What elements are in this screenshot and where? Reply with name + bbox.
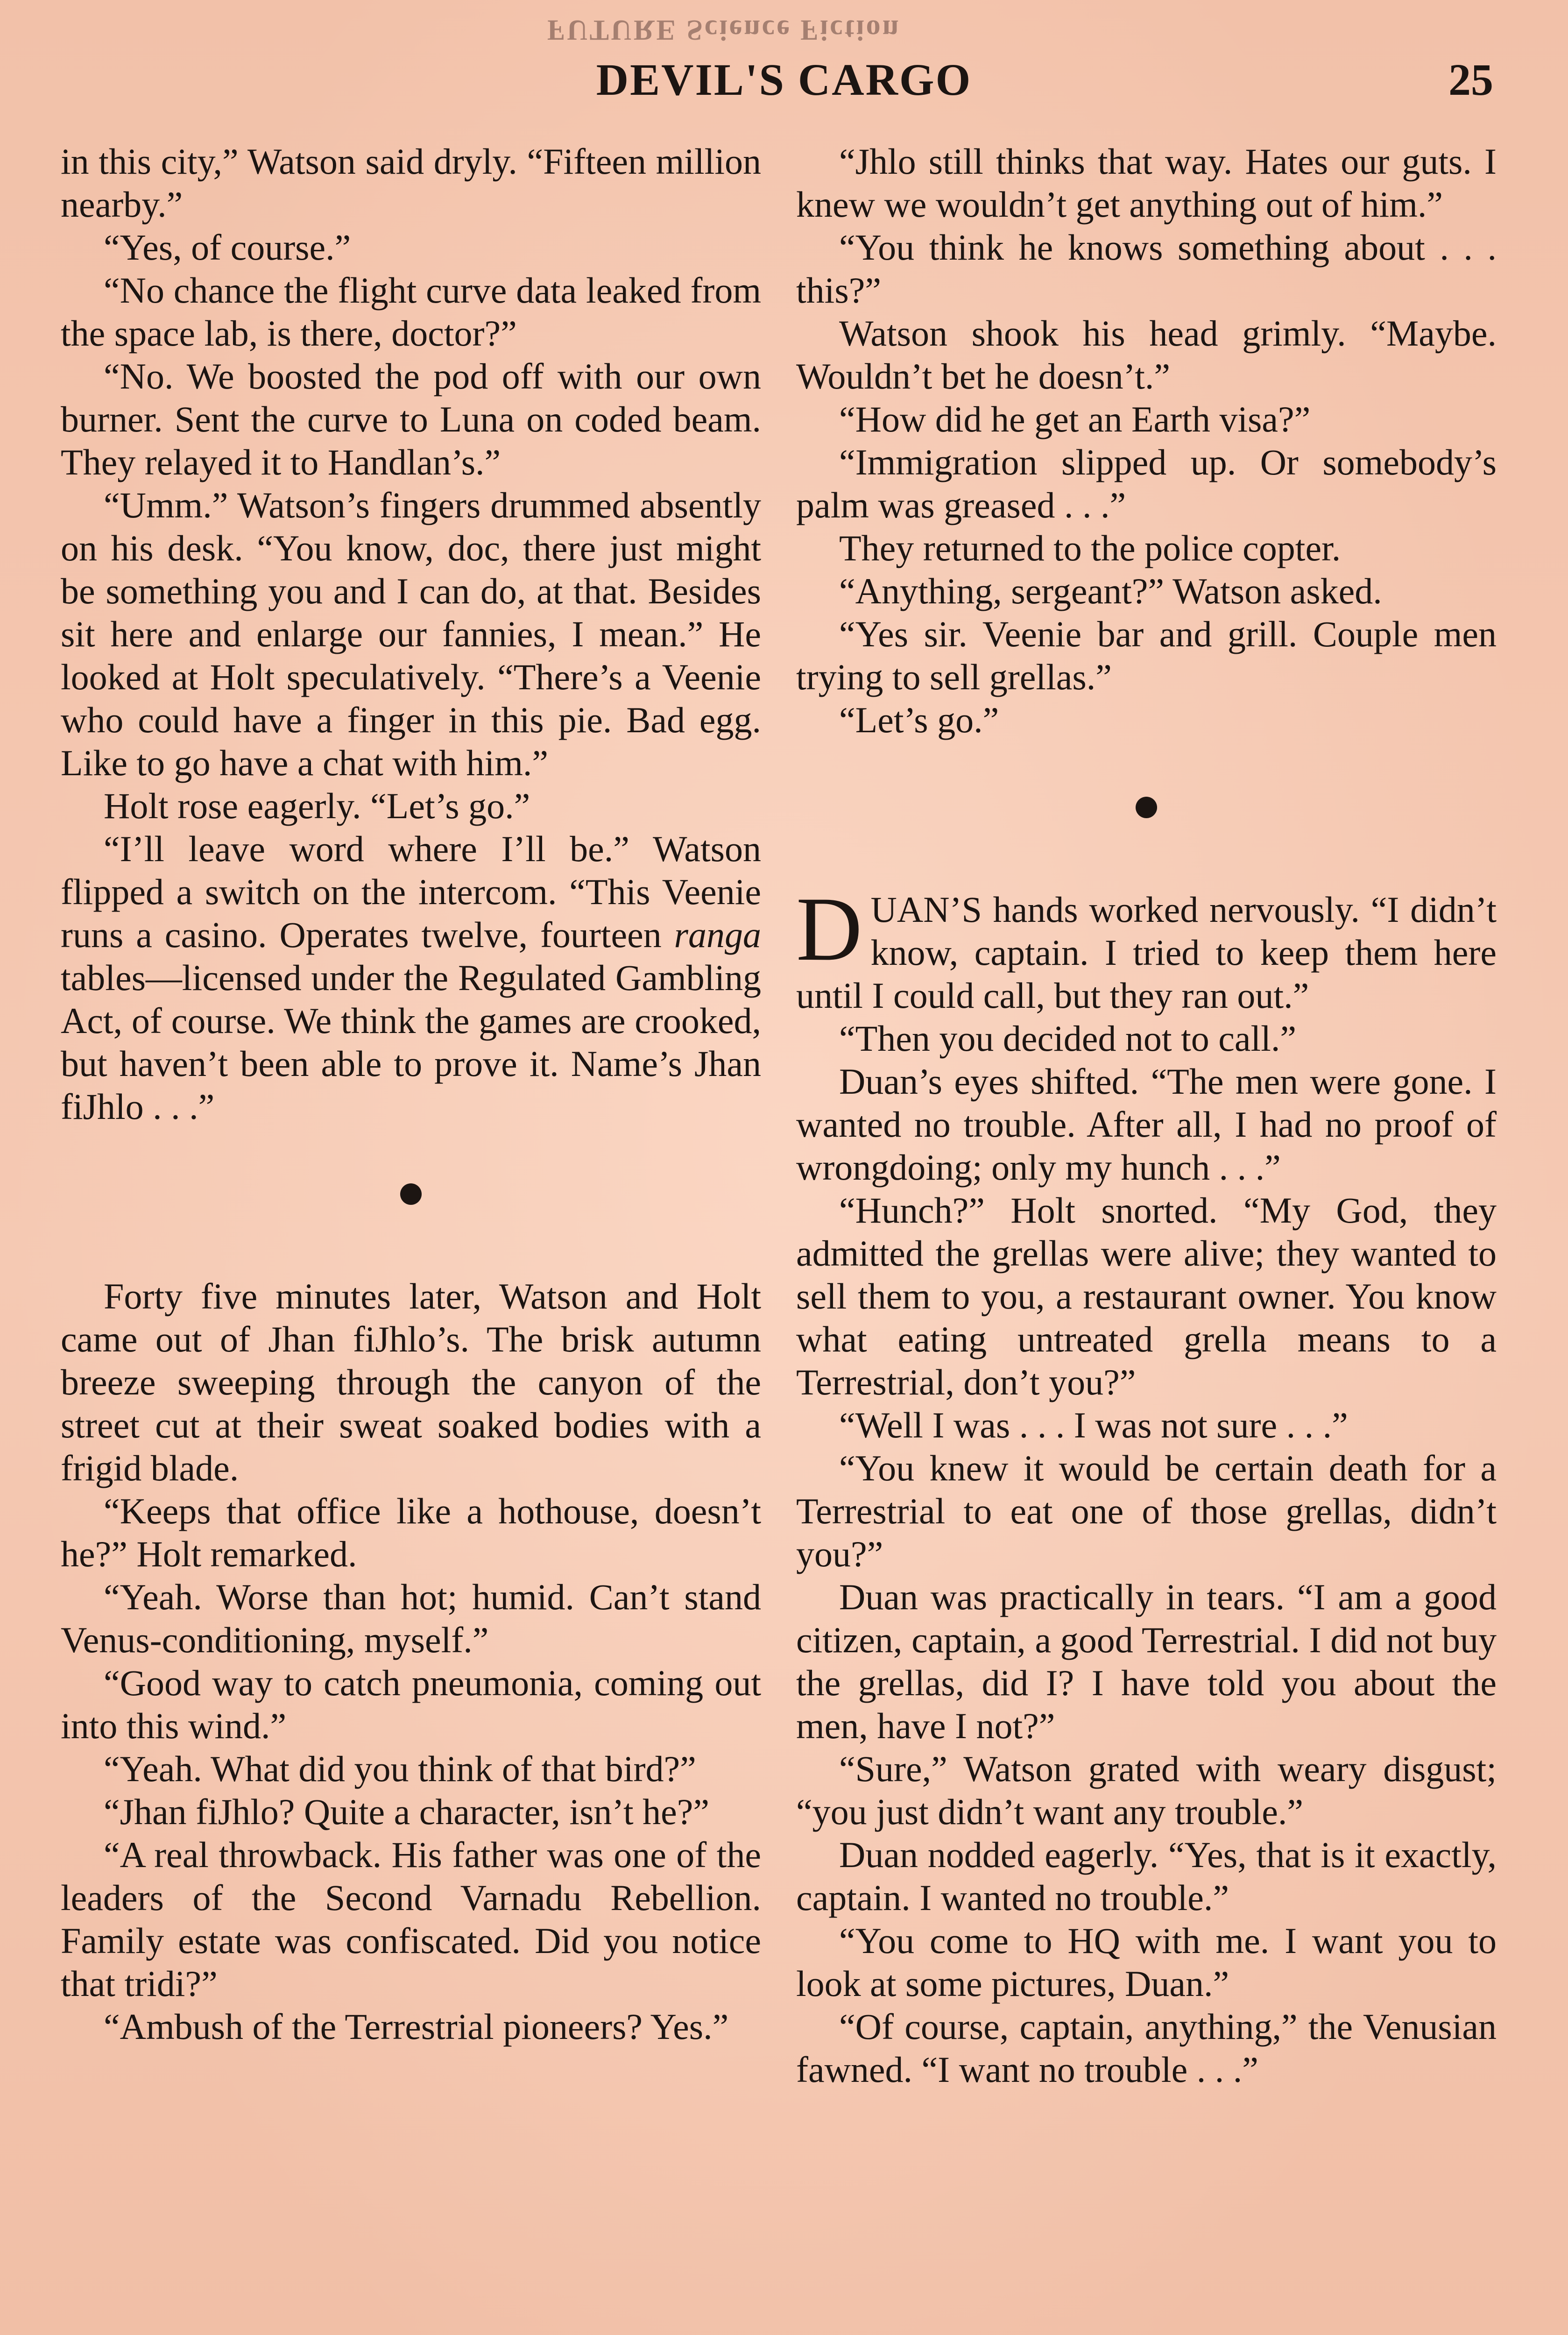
paragraph: “Sure,” Watson grated with weary disgust; “you just didn’t want any trouble.” — [796, 1748, 1497, 1832]
paragraph: “Immigration slipped up. Or somebody’s palm was greased . . .” — [796, 442, 1497, 525]
paragraph: in this city,” Watson said dryly. “Fifteen million nearby.” — [61, 141, 761, 225]
paragraph — [61, 828, 761, 1128]
paragraph: “Yeah. What did you think of that bird?” — [104, 1748, 696, 1789]
bleed-through-text: FUTURE Science Fiction — [547, 14, 901, 46]
paragraph: Forty five minutes later, Watson and Holt came out of Jhan fiJhlo’s. The brisk autumn breeze sweeping through the canyon of the street cut at their sweat soaked bodies with a frigid blade. — [61, 1276, 761, 1488]
paragraph: “A real throwback. His father was one of the leaders of the Second Varnadu Rebellion. Family estate was confiscated. Did you notice that tridi?” — [61, 1834, 761, 2004]
paragraph: “Well I was . . . I was not sure . . .” — [839, 1405, 1348, 1445]
paragraph: “Yes sir. Veenie bar and grill. Couple men trying to sell grellas.” — [796, 614, 1497, 697]
paragraph: “Jhan fiJhlo? Quite a character, isn’t he?” — [104, 1791, 710, 1832]
text-run: UAN’S hands worked nervously. “I didn’t know, captain. I tried to keep them here until I could call, but they ran out.” — [796, 889, 1497, 1016]
paragraph: Duan nodded eagerly. “Yes, that is it exactly, captain. I wanted no trouble.” — [796, 1834, 1497, 1918]
drop-cap: D — [796, 878, 862, 980]
paragraph: Watson shook his head grimly. “Maybe. Wouldn’t bet he doesn’t.” — [796, 313, 1497, 396]
section-break-bullet — [400, 1183, 422, 1205]
paragraph: “No. We boosted the pod off with our own burner. Sent the curve to Luna on coded beam. They relayed it to Handlan’s.” — [61, 356, 761, 482]
paragraph: “No chance the flight curve data leaked from the space lab, is there, doctor?” — [61, 270, 761, 354]
paragraph: “Anything, sergeant?” Watson asked. — [839, 571, 1382, 611]
paragraph: “You knew it would be certain death for a Terrestrial to eat one of those grellas, didn’t you?” — [796, 1448, 1497, 1574]
paragraph: “Ambush of the Terrestrial pioneers? Yes.” — [104, 2006, 729, 2047]
italic-word: ranga — [674, 914, 761, 955]
paragraph: “Of course, captain, anything,” the Venusian fawned. “I want no trouble . . .” — [796, 2006, 1497, 2090]
left-column — [61, 140, 761, 2048]
running-head-title: DEVIL'S CARGO — [596, 55, 972, 105]
page-header — [0, 54, 1568, 110]
text-run: “I’ll leave word where I’ll be.” Watson flipped a switch on the intercom. “This Veenie runs a casino. Operates twelve, fourteen — [61, 828, 761, 955]
paragraph: Holt rose eagerly. “Let’s go.” — [104, 785, 530, 826]
paragraph: “Hunch?” Holt snorted. “My God, they admitted the grellas were alive; they wanted to sell them to you, a restaurant owner. You know what eating untreated grella means to a Terrestrial, don’t you?” — [796, 1190, 1497, 1402]
paragraph: “You come to HQ with me. I want you to look at some pictures, Duan.” — [796, 1920, 1497, 2004]
paragraph: “You think he knows something about . . . this?” — [796, 227, 1497, 311]
paragraph: “Umm.” Watson’s fingers drummed absently on his desk. “You know, doc, there just might be something you and I can do, at that. Besides sit here and enlarge our fannies, I mean.” He looked at Holt speculatively. “There’s a Veenie who could have a finger in this pie. Bad egg. Like to go have a chat with him.” — [61, 485, 761, 783]
paragraph: Duan’s eyes shifted. “The men were gone. I wanted no trouble. After all, I had no proof of wrongdoing; only my hunch . . .” — [796, 1061, 1497, 1188]
right-column — [796, 140, 1497, 2091]
paragraph: “Good way to catch pneumonia, coming out into this wind.” — [61, 1663, 761, 1746]
section-break-bullet — [1136, 797, 1157, 818]
paragraph: “Jhlo still thinks that way. Hates our guts. I knew we wouldn’t get anything out of him.” — [796, 141, 1497, 225]
paragraph: Duan was practically in tears. “I am a good citizen, captain, a good Terrestrial. I did not buy the grellas, did I? I have told you about the men, have I not?” — [796, 1577, 1497, 1746]
paragraph: “Yeah. Worse than hot; humid. Can’t stand Venus-conditioning, myself.” — [61, 1577, 761, 1660]
paragraph: They returned to the police copter. — [839, 528, 1341, 568]
page-number: 25 — [1448, 55, 1493, 105]
paragraph: “Then you decided not to call.” — [839, 1018, 1296, 1059]
paragraph: “Let’s go.” — [839, 700, 999, 740]
text-run: tables—licensed under the Regulated Gambling Act, of course. We think the games are crooked, but haven’t been able to prove it. Name’s Jhan fiJhlo . . .” — [61, 957, 761, 1127]
paragraph: “Keeps that office like a hothouse, doesn’t he?” Holt remarked. — [61, 1491, 761, 1574]
paragraph — [796, 878, 1497, 1017]
paragraph: “Yes, of course.” — [104, 227, 351, 268]
paragraph: “How did he get an Earth visa?” — [839, 399, 1311, 439]
